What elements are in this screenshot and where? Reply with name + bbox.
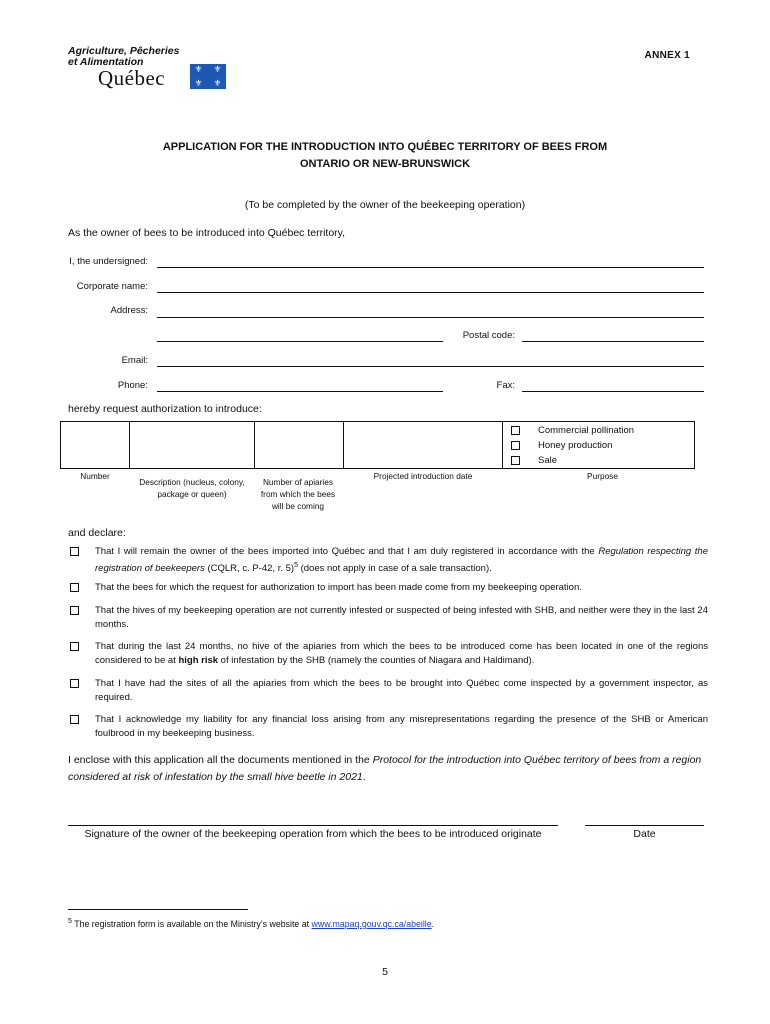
mapaq-link[interactable]: www.mapaq.gouv.qc.ca/abeille: [311, 918, 432, 929]
checkbox-icon[interactable]: [70, 547, 79, 556]
date-cell[interactable]: [344, 422, 503, 469]
undersigned-field[interactable]: [157, 267, 704, 268]
signature-label: Signature of the owner of the beekeeping operation from which the bees to be introduced originate: [84, 828, 542, 840]
col-header-purpose: Purpose: [587, 471, 618, 481]
address-field-1[interactable]: [157, 317, 704, 318]
quebec-wordmark: Québec: [98, 66, 166, 90]
enclose-statement: I enclose with this application all the documents mentioned in the Protocol for the introduction into Québec territory of bees from a region considered at risk of infestation by the small hive beetle in 2021.: [68, 754, 702, 783]
checkbox-icon[interactable]: [511, 456, 520, 465]
email-field[interactable]: [157, 366, 704, 367]
checkbox-icon[interactable]: [511, 426, 520, 435]
title-line2: ONTARIO OR NEW-BRUNSWICK: [299, 158, 471, 170]
col-header-date: Projected introduction date: [373, 471, 473, 481]
postal-code-field[interactable]: [522, 341, 704, 342]
ministry-line1: Agriculture, Pêcheries: [68, 45, 180, 57]
annex-label: ANNEX 1: [644, 50, 690, 61]
address-label: Address:: [110, 305, 148, 316]
declaration-3: That the hives of my beekeeping operation are not currently infested or suspected of being infested with SHB, and neither were they in the last 24 months.: [68, 604, 708, 632]
fleur-de-lis-flag-icon: ⚜ ⚜ ⚜ ⚜: [190, 64, 226, 89]
corporate-name-field[interactable]: [157, 292, 704, 293]
email-label: Email:: [121, 355, 148, 366]
description-cell[interactable]: [130, 422, 255, 469]
phone-field[interactable]: [157, 391, 443, 392]
col-header-apiaries: Number of apiaries from which the bees will be coming: [260, 477, 336, 511]
declaration-5: That I have had the sites of all the apiaries from which the bees to be brought into Québec come inspected by a government inspector, as required.: [68, 677, 708, 705]
signature-line[interactable]: [68, 825, 558, 826]
date-label: Date: [633, 828, 656, 840]
request-table: [60, 421, 695, 469]
footnote-separator: [68, 909, 248, 910]
number-cell[interactable]: [61, 422, 130, 469]
purpose-option-honey-production[interactable]: Honey production: [511, 438, 694, 453]
col-header-description: Description (nucleus, colony, package or queen): [139, 477, 245, 499]
checkbox-icon[interactable]: [70, 679, 79, 688]
fax-label: Fax:: [496, 380, 515, 391]
ministry-line2: et Alimentation: [68, 56, 144, 68]
date-line[interactable]: [585, 825, 704, 826]
checkbox-icon[interactable]: [70, 715, 79, 724]
declaration-6: That I acknowledge my liability for any financial loss arising from any misrepresentations regarding the presence of the SHB or American foulbrood in my beekeeping business.: [68, 713, 708, 741]
declare-text: and declare:: [68, 527, 126, 539]
checkbox-icon[interactable]: [511, 441, 520, 450]
address-field-2[interactable]: [157, 341, 443, 342]
fax-field[interactable]: [522, 391, 704, 392]
intro-text: As the owner of bees to be introduced into Québec territory,: [68, 227, 346, 239]
ministry-name: [68, 46, 179, 68]
subtitle: (To be completed by the owner of the beekeeping operation): [244, 199, 526, 211]
checkbox-icon[interactable]: [70, 583, 79, 592]
purpose-cell: [503, 422, 695, 469]
corporate-label: Corporate name:: [76, 281, 148, 292]
request-text: hereby request authorization to introduce:: [68, 403, 262, 415]
purpose-option-sale[interactable]: Sale: [511, 453, 694, 468]
declaration-2: That the bees for which the request for authorization to import has been made come from my beekeeping operation.: [68, 581, 708, 595]
checkbox-icon[interactable]: [70, 606, 79, 615]
footnote: $^5$ The registration form is available on the Ministry's website at www.mapaq.gouv.qc.ca/abeille.: [68, 918, 435, 929]
undersigned-label: I, the undersigned:: [69, 256, 148, 267]
apiaries-cell[interactable]: [255, 422, 344, 469]
title-line1: APPLICATION FOR THE INTRODUCTION INTO QUÉBEC TERRITORY OF BEES FROM: [162, 141, 608, 153]
declaration-1: That I will remain the owner of the bees imported into Québec and that I am duly registered in accordance with the Regulation respecting the registration of beekeepers (CQLR, c. P-42, r. 5)$^5$ (does not apply in case of a sale transaction).: [68, 545, 708, 576]
declaration-4: That during the last 24 months, no hive of the apiaries from which the bees to be introduced come has been located in one of the regions considered to be at high risk of infestation by the SHB (namely the counties of Niagara and Haldimand).: [68, 640, 708, 668]
page-number: 5: [382, 966, 388, 978]
page-title: [0, 139, 770, 173]
col-header-number: Number: [80, 471, 110, 481]
postal-code-label: Postal code:: [462, 330, 515, 341]
checkbox-icon[interactable]: [70, 642, 79, 651]
purpose-option-commercial-pollination[interactable]: Commercial pollination: [511, 423, 694, 438]
phone-label: Phone:: [117, 380, 148, 391]
